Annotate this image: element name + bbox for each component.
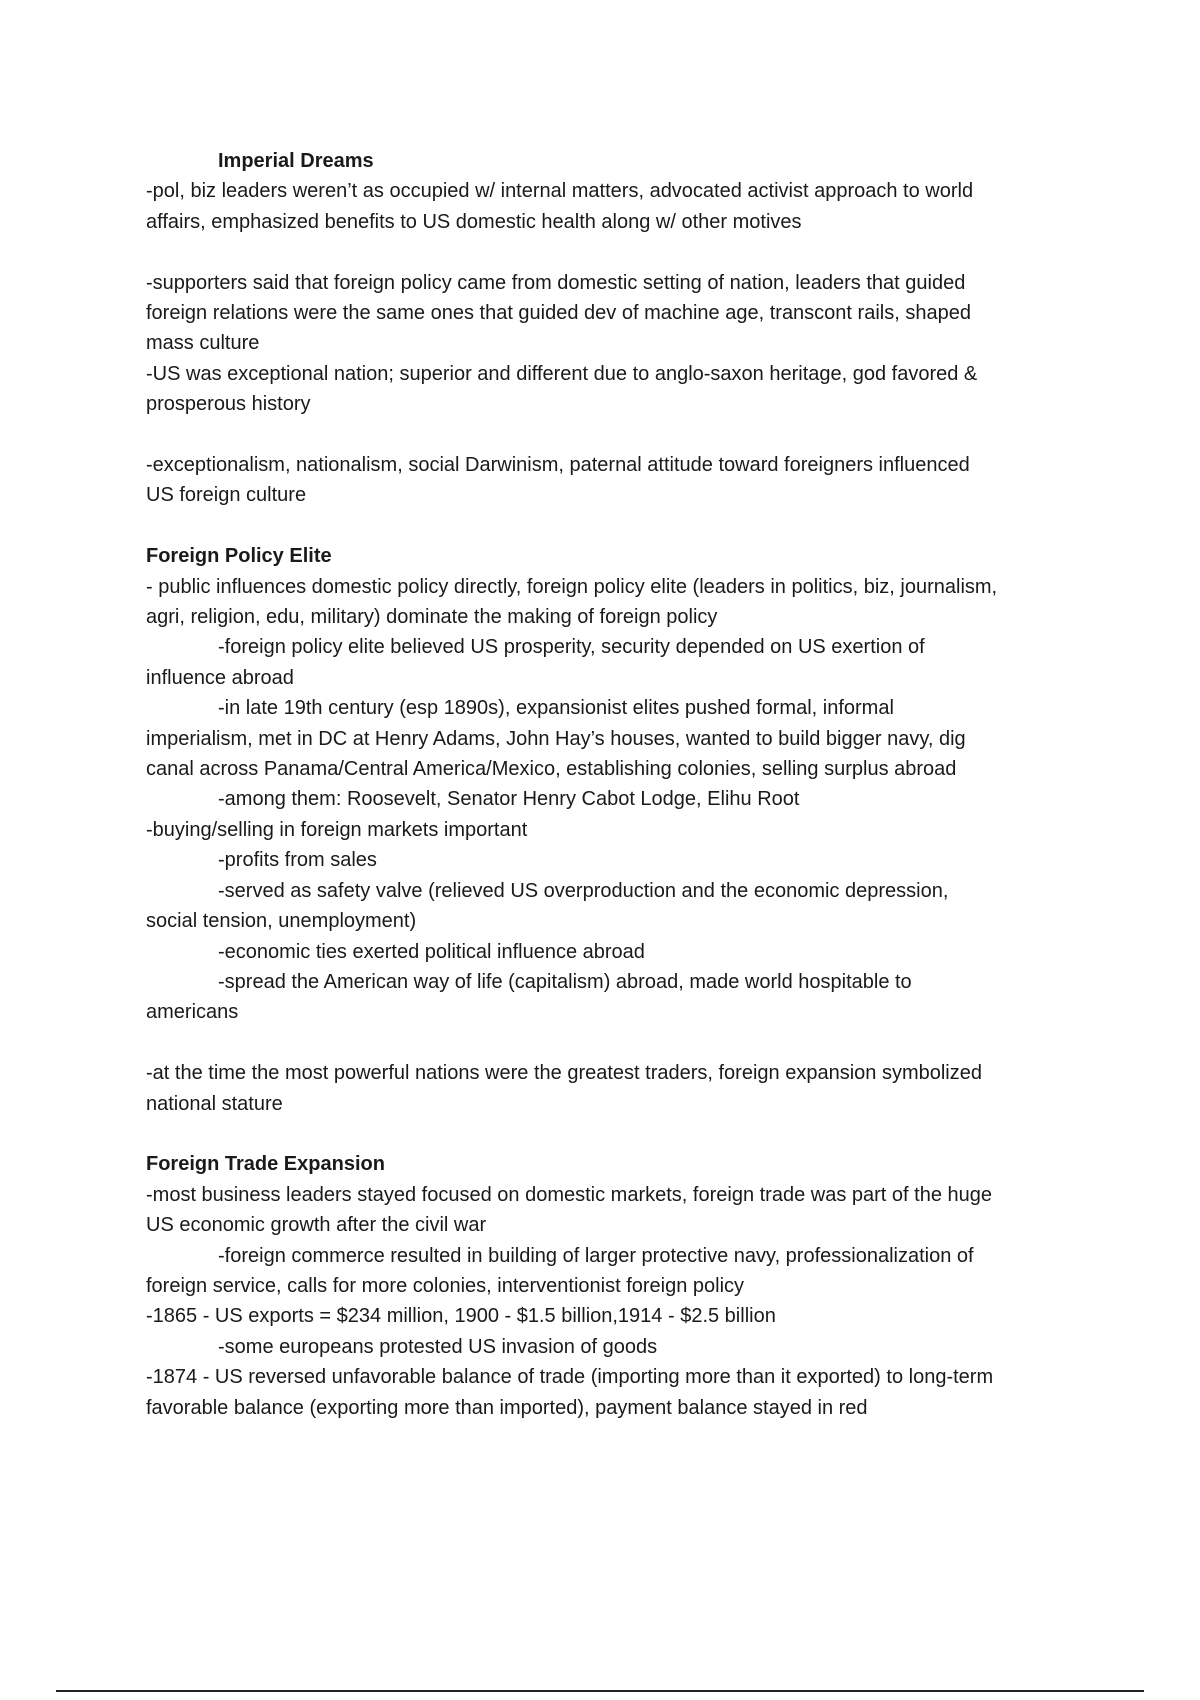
paragraph-line: mass culture: [146, 332, 260, 355]
paragraph-line: -most business leaders stayed focused on domestic markets, foreign trade was part of the huge: [146, 1183, 992, 1206]
paragraph-line: -among them: Roosevelt, Senator Henry Cabot Lodge, Elihu Root: [218, 788, 800, 811]
paragraph-line: influence abroad: [146, 666, 294, 689]
paragraph-line: -pol, biz leaders weren’t as occupied w/ internal matters, advocated activist approach to world: [146, 180, 974, 203]
paragraph-line: -profits from sales: [218, 849, 377, 872]
paragraph-line: imperialism, met in DC at Henry Adams, John Hay’s houses, wanted to build bigger navy, dig: [146, 727, 966, 750]
document-page: [146, 146, 1096, 1423]
paragraph-line: US economic growth after the civil war: [146, 1214, 487, 1237]
paragraph-line: US foreign culture: [146, 484, 307, 507]
blank-line: [146, 511, 1096, 541]
paragraph-line: national stature: [146, 1092, 283, 1115]
paragraph-line: -1874 - US reversed unfavorable balance of trade (importing more than it exported) to long-term: [146, 1366, 994, 1389]
paragraph-line: -US was exceptional nation; superior and different due to anglo-saxon heritage, god favored &: [146, 362, 978, 385]
paragraph-line: -foreign commerce resulted in building of larger protective navy, professionalization of: [218, 1244, 974, 1267]
heading-imperial-dreams: Imperial Dreams: [218, 150, 374, 172]
paragraph-line: -exceptionalism, nationalism, social Darwinism, paternal attitude toward foreigners influenced: [146, 454, 970, 477]
paragraph-line: -in late 19th century (esp 1890s), expansionist elites pushed formal, informal: [218, 697, 894, 720]
paragraph-line: - public influences domestic policy directly, foreign policy elite (leaders in politics, biz, journalism,: [146, 575, 998, 598]
paragraph-line: -buying/selling in foreign markets important: [146, 818, 528, 841]
heading-foreign-trade-expansion: Foreign Trade Expansion: [146, 1153, 385, 1176]
blank-line: [146, 1028, 1096, 1058]
blank-line: [146, 420, 1096, 450]
paragraph-line: -some europeans protested US invasion of goods: [218, 1335, 658, 1358]
paragraph-line: prosperous history: [146, 393, 311, 416]
paragraph-line: affairs, emphasized benefits to US domestic health along w/ other motives: [146, 210, 802, 233]
paragraph-line: favorable balance (exporting more than imported), payment balance stayed in red: [146, 1396, 868, 1419]
footer-divider: [56, 1690, 1144, 1692]
blank-line: [146, 237, 1096, 267]
paragraph-line: -1865 - US exports = $234 million, 1900 - $1.5 billion,1914 - $2.5 billion: [146, 1305, 776, 1328]
paragraph-line: -economic ties exerted political influence abroad: [218, 940, 645, 963]
paragraph-line: americans: [146, 1001, 239, 1024]
heading-foreign-policy-elite: Foreign Policy Elite: [146, 545, 332, 568]
paragraph-line: foreign relations were the same ones that guided dev of machine age, transcont rails, shaped: [146, 302, 971, 325]
paragraph-line: -spread the American way of life (capitalism) abroad, made world hospitable to: [218, 970, 912, 993]
paragraph-line: -foreign policy elite believed US prosperity, security depended on US exertion of: [218, 636, 925, 659]
blank-line: [146, 1119, 1096, 1149]
paragraph-line: foreign service, calls for more colonies, interventionist foreign policy: [146, 1274, 745, 1297]
paragraph-line: social tension, unemployment): [146, 910, 417, 933]
paragraph-line: -served as safety valve (relieved US overproduction and the economic depression,: [218, 879, 949, 902]
paragraph-line: canal across Panama/Central America/Mexico, establishing colonies, selling surplus abroad: [146, 758, 957, 781]
paragraph-line: -supporters said that foreign policy came from domestic setting of nation, leaders that guided: [146, 271, 966, 294]
paragraph-line: agri, religion, edu, military) dominate the making of foreign policy: [146, 606, 718, 629]
paragraph-line: -at the time the most powerful nations were the greatest traders, foreign expansion symbolized: [146, 1062, 982, 1085]
